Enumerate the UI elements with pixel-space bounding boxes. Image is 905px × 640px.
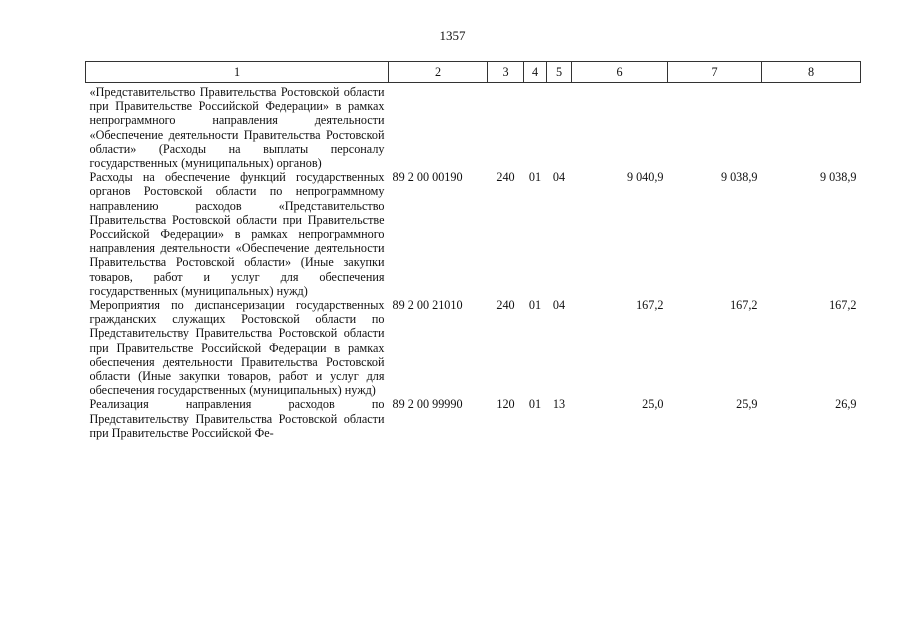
row-col3: 240 (496, 298, 515, 313)
column-header: 3 (488, 62, 524, 83)
column-header: 7 (668, 62, 762, 83)
row-col4: 01 (528, 397, 542, 412)
row-description: Реализация направления расходов по Представительству Правительства Ростовской области при Правительстве Российской Фе- (89, 397, 385, 440)
table-row (86, 298, 861, 397)
column-header: 5 (547, 62, 572, 83)
row-col5: 04 (552, 170, 566, 185)
column-header: 6 (572, 62, 668, 83)
row-value-8: 9 038,9 (819, 170, 857, 185)
row-code: 89 2 00 99990 (392, 397, 463, 412)
table-header-row (86, 62, 861, 83)
row-value-7: 167,2 (730, 298, 758, 313)
row-col4 (524, 83, 547, 171)
row-col5: 04 (552, 298, 566, 313)
row-value-8: 26,9 (835, 397, 857, 412)
row-code: 89 2 00 00190 (392, 170, 463, 185)
row-col5: 13 (552, 397, 566, 412)
row-col3: 240 (496, 170, 515, 185)
row-code: 89 2 00 21010 (392, 298, 463, 313)
row-value-8 (762, 83, 861, 171)
row-value-6: 167,2 (636, 298, 664, 313)
column-header: 8 (762, 62, 861, 83)
table-row (86, 170, 861, 298)
row-col5 (547, 83, 572, 171)
row-col4: 01 (528, 170, 542, 185)
row-value-7 (668, 83, 762, 171)
row-value-8: 167,2 (829, 298, 857, 313)
row-col3: 120 (496, 397, 515, 412)
row-code (389, 83, 488, 171)
row-value-6: 25,0 (642, 397, 664, 412)
column-header: 2 (389, 62, 488, 83)
row-value-7: 9 038,9 (720, 170, 758, 185)
row-value-7: 25,9 (736, 397, 758, 412)
column-header: 1 (86, 62, 389, 83)
table-row (86, 83, 861, 171)
row-description: Расходы на обеспечение функций государственных органов Ростовской области по непрограммному направлению расходов «Представительство Правительства Ростовской области при Правительстве Российской Федерации» в рамках непрограммного направления деятельности «Обеспечение деятельности Правительства Ростовской области» (Иные закупки товаров, работ и услуг для обеспечения государственных (муниципальных) нужд) (89, 170, 385, 298)
row-description: «Представительство Правительства Ростовской области при Правительстве Российской Федерации» в рамках непрограммного направления деятельности «Обеспечение деятельности Правительства Ростовской области» (Расходы на выплаты персоналу государственных (муниципальных) органов) (89, 85, 385, 171)
row-col4: 01 (528, 298, 542, 313)
row-value-6: 9 040,9 (626, 170, 664, 185)
row-col3 (488, 83, 524, 171)
page-number: 1357 (439, 28, 466, 43)
column-header: 4 (524, 62, 547, 83)
row-value-6 (572, 83, 668, 171)
table-row (86, 397, 861, 440)
row-description: Мероприятия по диспансеризации государственных гражданских служащих Ростовской области по Представительству Правительства Ростовской области при Правительстве Российской Федерации в рамках обеспечения деятельности Правительства Ростовской области (Иные закупки товаров, работ и услуг для обеспечения государственных (муниципальных) нужд) (89, 298, 385, 398)
budget-table (85, 61, 861, 440)
